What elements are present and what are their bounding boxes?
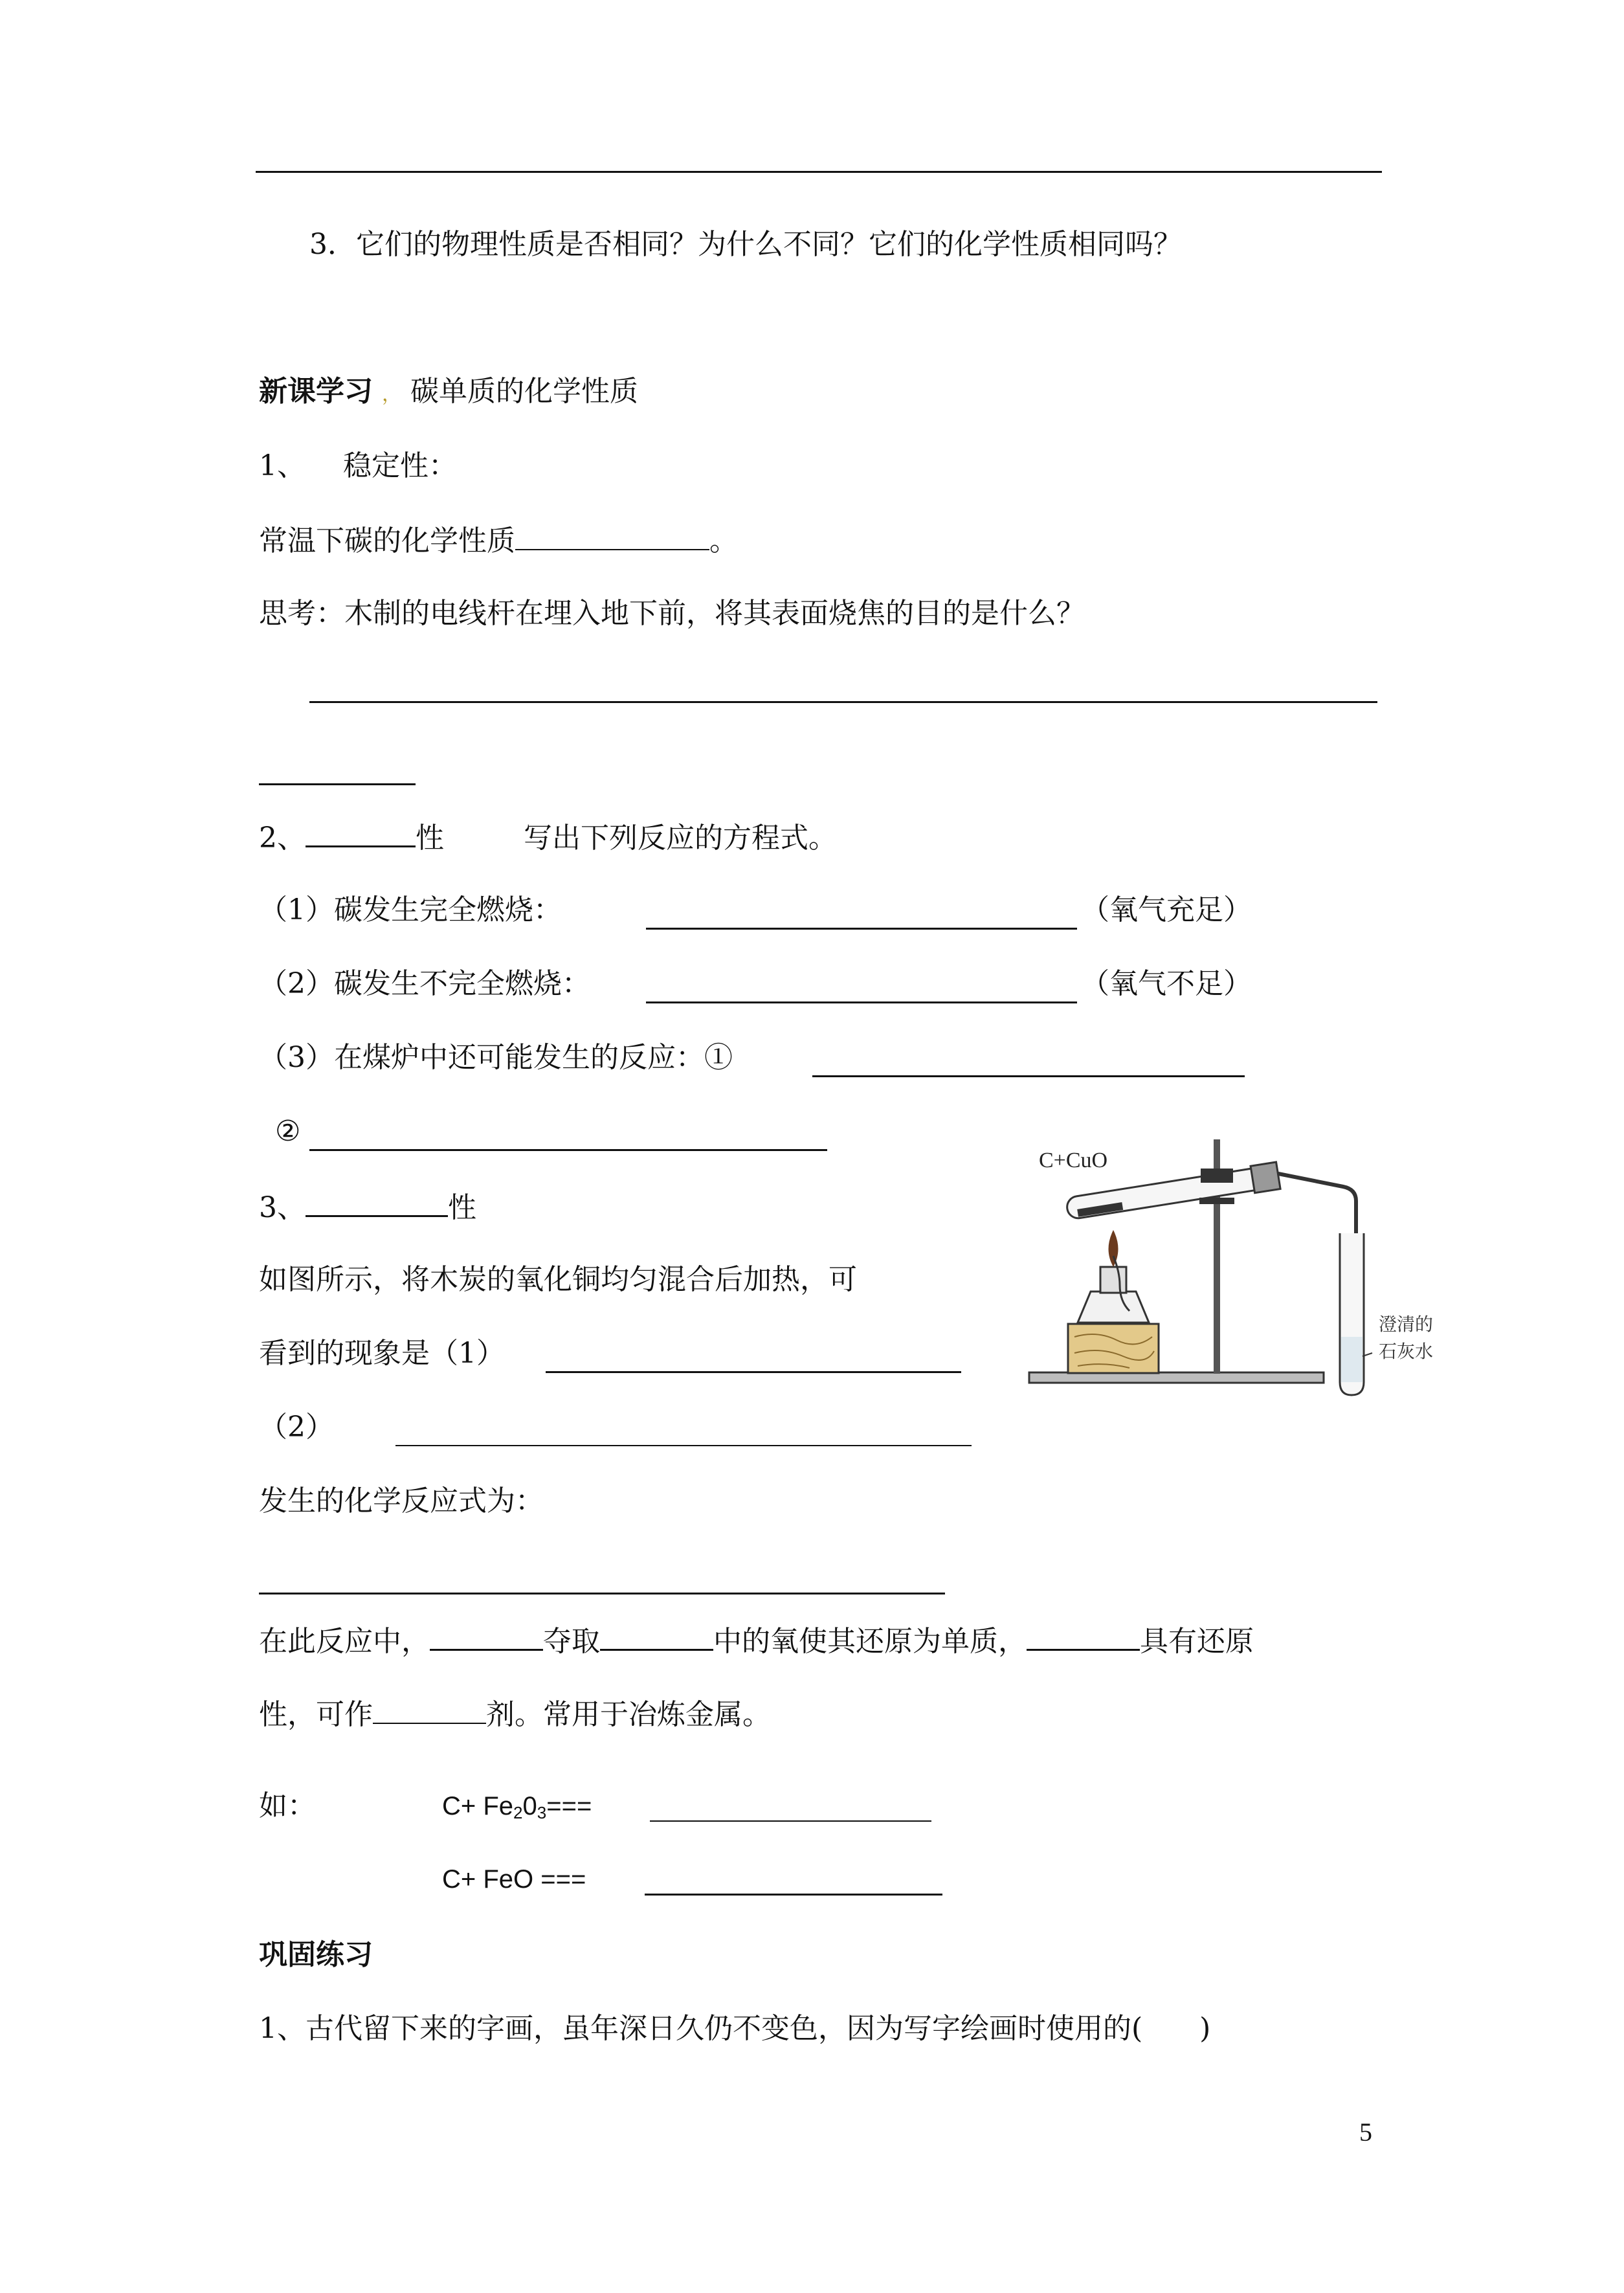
question-3: 3．它们的物理性质是否相同？为什么不同？它们的化学性质相同吗？ bbox=[309, 228, 1182, 261]
combustion-item-3: （3）在煤炉中还可能发生的反应：① bbox=[259, 1041, 733, 1074]
combustion-item-1: （1）碳发生完全燃烧： bbox=[259, 893, 562, 926]
example-blank-2[interactable] bbox=[645, 1894, 942, 1896]
answer-line-think-2[interactable] bbox=[259, 783, 416, 785]
combustion-blank-3[interactable] bbox=[812, 1075, 1245, 1077]
section-new-topic: 碳单质的化学性质 bbox=[410, 375, 638, 408]
label-c-cuo: C+CuO bbox=[1039, 1148, 1108, 1172]
page-number: 5 bbox=[1359, 2118, 1372, 2147]
phenomenon-blank-1[interactable] bbox=[546, 1371, 961, 1373]
apparatus-diagram bbox=[994, 1117, 1485, 1421]
section-new-heading bbox=[259, 372, 638, 414]
example-equation-2: C+ FeO === bbox=[442, 1865, 586, 1894]
reducibility-desc-1: 如图所示，将木炭的氧化铜均匀混合后加热，可 bbox=[259, 1263, 857, 1296]
equation-blank[interactable] bbox=[259, 1593, 945, 1594]
practice-q1: 1、古代留下来的字画，虽年深日久仍不变色，因为写字绘画时使用的( ) bbox=[259, 2012, 1211, 2045]
stability-title: 1、 稳定性： bbox=[259, 449, 457, 482]
combustion-blank-3b[interactable] bbox=[309, 1149, 827, 1151]
reduction-fill-line-1: 在此反应中， 夺取 中的氧使其还原为单质， 具有还原 bbox=[259, 1620, 1254, 1661]
phenomenon-blank-2[interactable] bbox=[395, 1445, 972, 1446]
fill-blank-2[interactable] bbox=[600, 1620, 713, 1651]
practice-heading: 巩固练习 bbox=[259, 1938, 373, 1971]
combustion-note-2: （氧气不足） bbox=[1081, 967, 1252, 1000]
example-equation-1: $C+ Fe_20_3===$ bbox=[442, 1792, 592, 1822]
clamp bbox=[1201, 1169, 1233, 1183]
equation-label: 发生的化学反应式为： bbox=[259, 1484, 544, 1517]
alcohol-lamp bbox=[1078, 1292, 1149, 1323]
reducibility-blank[interactable] bbox=[306, 1187, 448, 1217]
example-label: 如： bbox=[259, 1789, 316, 1822]
label-limewater-1: 澄清的 bbox=[1379, 1314, 1434, 1335]
combustibility-title: 2、 性 写出下列反应的方程式。 bbox=[259, 817, 837, 858]
fill-blank-4[interactable] bbox=[373, 1694, 486, 1724]
label-limewater-2: 石灰水 bbox=[1379, 1341, 1434, 1362]
example-blank-1[interactable] bbox=[650, 1820, 931, 1822]
section-new-sep: ， bbox=[382, 383, 401, 406]
combustion-item-2: （2）碳发生不完全燃烧： bbox=[259, 967, 590, 1000]
stability-blank[interactable] bbox=[515, 520, 709, 550]
header-rule bbox=[256, 171, 1382, 173]
reducibility-title: 3、 性 bbox=[259, 1187, 476, 1227]
stability-think: 思考：木制的电线杆在埋入地下前，将其表面烧焦的目的是什么？ bbox=[259, 597, 1085, 630]
fill-blank-3[interactable] bbox=[1027, 1620, 1140, 1651]
reducibility-desc-2: 看到的现象是（1） bbox=[259, 1337, 505, 1370]
combustion-blank-2[interactable] bbox=[646, 1001, 1077, 1003]
combustibility-blank[interactable] bbox=[306, 817, 416, 847]
section-new-title: 新课学习 bbox=[259, 375, 373, 408]
reduction-fill-line-2: 性，可作 剂。常用于冶炼金属。 bbox=[259, 1694, 771, 1734]
fill-blank-1[interactable] bbox=[430, 1620, 543, 1651]
combustion-blank-1[interactable] bbox=[646, 928, 1077, 930]
answer-line-think-1[interactable] bbox=[309, 701, 1377, 703]
reducibility-desc-3: （2） bbox=[259, 1411, 334, 1444]
stability-line: 常温下碳的化学性质 。 bbox=[259, 520, 738, 561]
combustion-item-3b: ② bbox=[275, 1115, 301, 1148]
combustion-note-1: （氧气充足） bbox=[1081, 893, 1252, 926]
